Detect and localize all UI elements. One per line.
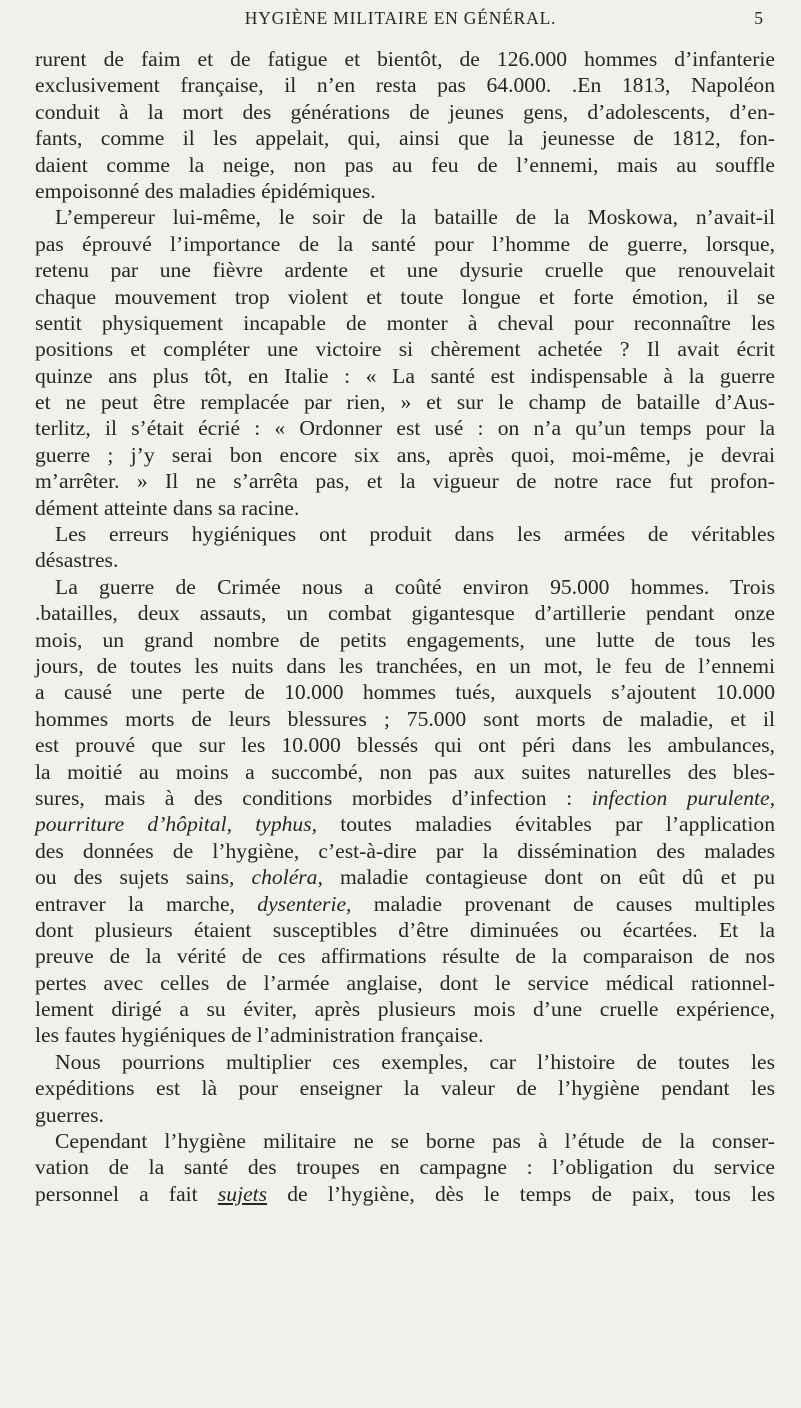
text-segment: hommes morts de leurs blessures ; 75.000 sont morts de maladie, et il bbox=[35, 706, 775, 731]
text-line bbox=[35, 1022, 775, 1048]
text-segment: rurent de faim et de fatigue et bientôt, de 126.000 hommes d’infanterie bbox=[35, 47, 775, 71]
text-segment: des données de l’hygiène, c’est-à-dire par la dissémination des malades bbox=[35, 838, 775, 863]
text-line bbox=[35, 468, 775, 494]
text-segment: jours, de toutes les nuits dans les tranchées, en un mot, le feu de l’ennemi bbox=[35, 653, 775, 678]
text-line bbox=[35, 442, 775, 468]
text-line bbox=[35, 547, 775, 573]
body-text bbox=[35, 46, 775, 1207]
text-line bbox=[35, 257, 775, 283]
text-segment: est prouvé que sur les 10.000 blessés qui ont péri dans les ambulances, bbox=[35, 733, 775, 758]
text-segment: guerres. bbox=[35, 1102, 104, 1127]
text-line bbox=[35, 653, 775, 679]
text-line bbox=[35, 178, 775, 204]
text-segment: expéditions est là pour enseigner la valeur de l’hygiène pendant les bbox=[35, 1076, 775, 1101]
text-segment: sentit physiquement incapable de monter à cheval pour reconnaître les bbox=[35, 310, 775, 335]
text-segment: personnel a fait bbox=[35, 1181, 218, 1206]
text-segment: maladie contagieuse dont on eût dû et pu bbox=[322, 865, 775, 890]
text-segment: .batailles, deux assauts, un combat gigantesque d’artillerie pendant onze bbox=[35, 601, 775, 626]
text-line bbox=[35, 152, 775, 178]
page-number: 5 bbox=[754, 8, 763, 28]
text-line bbox=[35, 1181, 775, 1207]
text-line bbox=[35, 1128, 775, 1154]
text-segment: daient comme la neige, non pas au feu de l’ennemi, mais au souffle bbox=[35, 152, 775, 177]
text-line bbox=[35, 917, 775, 943]
text-line bbox=[35, 1102, 775, 1128]
text-line bbox=[35, 679, 775, 705]
text-segment: terlitz, il s’était écrié : « Ordonner est usé : on n’a qu’un temps pour la bbox=[35, 416, 775, 441]
text-segment: preuve de la vérité de ces affirmations résulte de la comparaison de nos bbox=[35, 944, 775, 969]
text-line bbox=[35, 204, 775, 230]
emphasized-text: choléra, bbox=[251, 865, 323, 890]
text-segment: guerre ; j’y serai bon encore six ans, après quoi, moi-même, je devrai bbox=[35, 442, 775, 467]
text-line bbox=[35, 72, 775, 98]
emphasized-text: infection purulente, bbox=[591, 785, 775, 810]
text-segment: Nous pourrions multiplier ces exemples, car l’histoire de toutes les bbox=[55, 1049, 775, 1074]
text-segment: lement dirigé a su éviter, après plusieurs mois d’une cruelle expérience, bbox=[35, 997, 775, 1022]
text-segment: la moitié au moins a succombé, non pas aux suites naturelles des bles- bbox=[35, 759, 775, 784]
text-line bbox=[35, 600, 775, 626]
text-segment: toutes maladies évitables par l’application bbox=[317, 812, 775, 837]
emphasized-text: dysenterie, bbox=[257, 891, 352, 916]
text-line bbox=[35, 891, 775, 917]
text-segment: sures, mais à des conditions morbides d’infection : bbox=[35, 785, 592, 810]
text-line bbox=[35, 521, 775, 547]
text-segment: et ne peut être remplacée par rien, » et sur le champ de bataille d’Aus- bbox=[35, 390, 775, 415]
text-line bbox=[35, 415, 775, 441]
text-segment: chaque mouvement trop violent et toute longue et forte émotion, il se bbox=[35, 284, 775, 309]
text-line bbox=[35, 231, 775, 257]
text-segment: Les erreurs hygiéniques ont produit dans les armées de véritables bbox=[55, 522, 775, 547]
page-header bbox=[0, 8, 801, 38]
emphasized-text: sujets bbox=[217, 1181, 268, 1206]
text-line bbox=[35, 389, 775, 415]
text-line bbox=[35, 996, 775, 1022]
text-line bbox=[35, 495, 775, 521]
text-line bbox=[35, 99, 775, 125]
text-segment: conduit à la mort des générations de jeunes gens, d’adolescents, d’en- bbox=[35, 99, 775, 124]
text-line bbox=[35, 706, 775, 732]
text-line bbox=[35, 284, 775, 310]
text-segment: m’arrêter. » Il ne s’arrêta pas, et la vigueur de notre race fut profon- bbox=[35, 469, 775, 494]
text-line bbox=[35, 574, 775, 600]
text-line bbox=[35, 125, 775, 151]
text-segment: maladie provenant de causes multiples bbox=[351, 891, 775, 916]
text-line bbox=[35, 1049, 775, 1075]
text-line bbox=[35, 1154, 775, 1180]
text-line bbox=[35, 970, 775, 996]
text-line bbox=[35, 838, 775, 864]
text-line bbox=[35, 627, 775, 653]
text-segment: entraver la marche, bbox=[35, 891, 258, 916]
text-line bbox=[35, 785, 775, 811]
text-segment: pertes avec celles de l’armée anglaise, dont le service médical rationnel- bbox=[35, 970, 775, 995]
text-segment: retenu par une fièvre ardente et une dysurie cruelle que renouvelait bbox=[35, 258, 775, 283]
text-segment: ou des sujets sains, bbox=[35, 865, 252, 890]
text-segment: vation de la santé des troupes en campagne : l’obligation du service bbox=[35, 1155, 775, 1180]
text-segment: dément atteinte dans sa racine. bbox=[35, 495, 300, 520]
text-segment: a causé une perte de 10.000 hommes tués, auxquels s’ajoutent 10.000 bbox=[35, 680, 775, 705]
text-segment: La guerre de Crimée nous a coûté environ 95.000 hommes. Trois bbox=[55, 574, 775, 599]
text-segment: pas éprouvé l’importance de la santé pour l’homme de guerre, lorsque, bbox=[35, 231, 775, 256]
emphasized-text: pourriture d’hôpital, typhus, bbox=[35, 812, 318, 837]
text-line bbox=[35, 732, 775, 758]
text-line bbox=[35, 310, 775, 336]
text-segment: positions et compléter une victoire si chèrement achetée ? Il avait écrit bbox=[35, 337, 775, 362]
text-segment: L’empereur lui-même, le soir de la bataille de la Moskowa, n’avait-il bbox=[55, 205, 775, 230]
text-segment: dont plusieurs étaient susceptibles d’être diminuées ou écartées. Et la bbox=[35, 917, 775, 942]
text-segment: empoisonné des maladies épidémiques. bbox=[35, 178, 376, 203]
text-segment: fants, comme il les appelait, qui, ainsi que la jeunesse de 1812, fon- bbox=[35, 126, 775, 151]
text-line bbox=[35, 759, 775, 785]
text-line bbox=[35, 363, 775, 389]
text-line bbox=[35, 46, 775, 72]
text-line bbox=[35, 864, 775, 890]
text-line bbox=[35, 943, 775, 969]
text-segment: les fautes hygiéniques de l’administration française. bbox=[35, 1023, 484, 1048]
text-segment: exclusivement française, il n’en resta pas 64.000. .En 1813, Napoléon bbox=[35, 73, 775, 98]
text-segment: de l’hygiène, dès le temps de paix, tous les bbox=[267, 1181, 775, 1206]
text-line bbox=[35, 336, 775, 362]
text-segment: mois, un grand nombre de petits engagements, une lutte de tous les bbox=[35, 627, 775, 652]
text-line bbox=[35, 1075, 775, 1101]
text-line bbox=[35, 811, 775, 837]
text-segment: quinze ans plus tôt, en Italie : « La santé est indispensable à la guerre bbox=[35, 363, 775, 388]
running-title: HYGIÈNE MILITAIRE EN GÉNÉRAL. bbox=[244, 8, 557, 28]
text-segment: Cependant l’hygiène militaire ne se borne pas à l’étude de la conser- bbox=[55, 1129, 775, 1154]
text-segment: désastres. bbox=[35, 548, 119, 573]
